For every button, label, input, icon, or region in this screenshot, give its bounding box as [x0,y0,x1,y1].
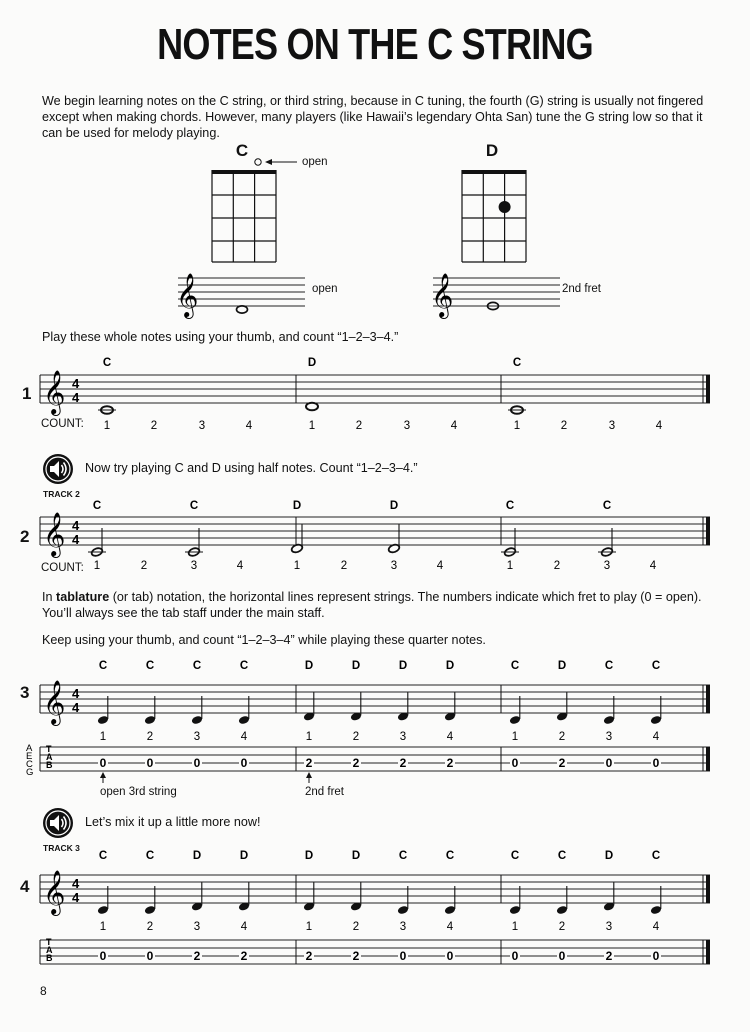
count-number: 2 [352,921,360,933]
chord-c-staff-label: open [312,283,338,295]
count-number: 2 [146,921,154,933]
time-sig-top: 4 [72,376,80,391]
tab-fret: 2 [240,949,248,963]
count-number: 4 [240,921,248,933]
final-barline-thick [706,685,710,713]
tab-fret: 0 [146,756,154,770]
time-sig-bottom: 4 [72,532,80,547]
count-label: COUNT: [41,562,84,574]
count-number: 3 [193,921,201,933]
count-number: 2 [146,731,154,743]
note-name: D [557,660,567,672]
count-number: 1 [99,731,107,743]
tab-clef-letter: A [46,752,53,762]
system-number: 1 [22,384,32,403]
note-name: C [651,850,661,862]
finger-dot [499,201,511,213]
count-number: 3 [603,560,611,572]
tab-fret: 2 [352,756,360,770]
open-string-circle [255,159,261,165]
count-number: 1 [305,731,313,743]
tab-fret: 0 [511,949,519,963]
count-number: 4 [245,420,253,432]
system-number: 3 [20,683,30,702]
note-name: C [189,500,199,512]
instruction-whole-notes: Play these whole notes using your thumb, and count “1–2–3–4.” [42,330,399,344]
chord-d-staff-label: 2nd fret [562,283,601,295]
count-number: 2 [352,731,360,743]
note-name: C [651,660,661,672]
note-name: D [398,660,408,672]
treble-clef: 𝄞 [43,514,66,556]
note-name: D [304,660,314,672]
note-name: C [239,660,249,672]
chord-c-staff [170,270,310,320]
count-number: 3 [190,560,198,572]
count-number: 2 [340,560,348,572]
tab-final-barline-thick [706,940,710,964]
chord-d-staff [425,270,565,320]
count-number: 1 [103,420,111,432]
final-barline-thick [706,375,710,403]
count-number: 1 [506,560,514,572]
speaker-icon[interactable] [42,807,74,839]
page-number: 8 [40,984,47,998]
count-number: 3 [605,921,613,933]
time-sig-bottom: 4 [72,890,80,905]
tab-fret: 0 [99,949,107,963]
count-number: 1 [293,560,301,572]
count-number: 2 [553,560,561,572]
string-letter: C [26,759,33,770]
note-name: D [292,500,302,512]
count-number: 4 [652,731,660,743]
tab-fret: 2 [558,756,566,770]
count-number: 2 [560,420,568,432]
note-name: C [505,500,515,512]
count-number: 4 [450,420,458,432]
note-name: C [557,850,567,862]
count-number: 4 [446,731,454,743]
track-2-label: TRACK 2 [43,489,80,499]
count-number: 2 [355,420,363,432]
final-barline-thick [706,875,710,903]
whole-note [306,403,318,411]
note-name: C [102,357,112,369]
count-number: 2 [150,420,158,432]
tab-fret: 2 [193,949,201,963]
treble-clef: 𝄞 [43,682,66,724]
tab-fret: 2 [399,756,407,770]
system-number: 4 [20,877,30,896]
count-number: 1 [305,921,313,933]
count-number: 3 [608,420,616,432]
annotation-open-3rd: open 3rd string [100,786,177,798]
treble-clef: 𝄞 [43,872,66,914]
time-sig-bottom: 4 [72,390,80,405]
system-1-staff [0,350,750,440]
page-title: NOTES ON THE C STRING [157,20,593,69]
note-name: C [510,660,520,672]
note-name: D [307,357,317,369]
note-name: C [445,850,455,862]
count-number: 1 [308,420,316,432]
count-number: 3 [193,731,201,743]
count-number: 4 [446,921,454,933]
tab-fret: 0 [446,949,454,963]
count-number: 1 [93,560,101,572]
note-name: C [92,500,102,512]
speaker-icon[interactable] [42,453,74,485]
svg-text:𝄞: 𝄞 [431,275,454,317]
chord-c-name: C [235,141,249,160]
note-name: D [604,850,614,862]
count-number: 1 [99,921,107,933]
note-name: D [192,850,202,862]
tab-clef-letter: B [46,760,53,770]
count-number: 2 [558,921,566,933]
count-number: 4 [652,921,660,933]
note-name: D [239,850,249,862]
tab-fret: 0 [240,756,248,770]
count-number: 4 [236,560,244,572]
count-number: 4 [240,731,248,743]
note-name: C [510,850,520,862]
tab-clef-letter: T [46,937,52,947]
annotation-2nd-fret: 2nd fret [305,786,344,798]
system-4-staff [0,845,750,975]
chord-d-name: D [485,141,499,160]
count-label: COUNT: [41,418,84,430]
note-name: D [351,660,361,672]
note-name: D [304,850,314,862]
count-number: 2 [140,560,148,572]
count-number: 4 [655,420,663,432]
track-3-label: TRACK 3 [43,843,80,853]
string-letter: A [26,743,33,754]
time-sig-top: 4 [72,686,80,701]
count-number: 3 [198,420,206,432]
treble-clef: 𝄞 [43,372,66,414]
tab-fret: 2 [305,756,313,770]
count-number: 3 [399,921,407,933]
count-number: 4 [649,560,657,572]
tab-clef-letter: A [46,945,53,955]
time-sig-bottom: 4 [72,700,80,715]
string-letter: E [26,751,33,762]
tab-fret: 0 [652,756,660,770]
final-barline-thick [706,517,710,545]
system-3-staff [0,655,750,805]
note-name: C [604,660,614,672]
tab-fret: 0 [99,756,107,770]
intro-paragraph: We begin learning notes on the C string, or third string, because in C tuning, the fourth (G) string is usually not fingered except when making chords. However, many players (like Hawaii’s legendary Ohta San) tune the G string low so that it can be used for melody playing. [42,94,704,140]
count-number: 2 [558,731,566,743]
tab-fret: 0 [399,949,407,963]
note-name: C [192,660,202,672]
count-number: 1 [511,921,519,933]
string-letter: G [26,767,34,778]
tab-fret: 2 [605,949,613,963]
instruction-quarter-notes: Keep using your thumb, and count “1–2–3–4” while playing these quarter notes. [42,633,486,647]
arrow-head [306,772,312,778]
note-name: D [389,500,399,512]
time-sig-top: 4 [72,876,80,891]
chord-c-open-label: open [302,156,328,168]
count-number: 1 [513,420,521,432]
note-name: C [398,850,408,862]
count-number: 3 [403,420,411,432]
time-sig-top: 4 [72,518,80,533]
tab-fret: 0 [652,949,660,963]
system-2-staff [0,495,750,585]
arrow-head [100,772,106,778]
note-name: C [98,850,108,862]
svg-text:𝄞: 𝄞 [176,275,199,317]
tab-fret: 0 [605,756,613,770]
chord-d-diagram [455,150,545,268]
instruction-half-notes: Now try playing C and D using half notes. Count “1–2–3–4.” [85,461,418,475]
tab-fret: 0 [146,949,154,963]
note-name: C [145,660,155,672]
note-name: C [602,500,612,512]
tab-clef-letter: T [46,744,52,754]
tab-fret: 0 [193,756,201,770]
tab-final-barline-thick [706,747,710,771]
chord-c-diagram [205,150,305,268]
note-name: D [351,850,361,862]
instruction-mix: Let’s mix it up a little more now! [85,815,261,829]
note-name: C [98,660,108,672]
tab-fret: 2 [446,756,454,770]
note-name: C [145,850,155,862]
tab-fret: 2 [352,949,360,963]
note-name: D [445,660,455,672]
count-number: 1 [511,731,519,743]
system-number: 2 [20,527,30,546]
tab-fret: 0 [511,756,519,770]
count-number: 3 [605,731,613,743]
tablature-paragraph: In tablature (or tab) notation, the horizontal lines represent strings. The numbers indicate which fret to play (0 = open). You’ll always see the tab staff under the main staff. [42,590,702,620]
note-name: C [512,357,522,369]
tab-clef-letter: B [46,953,53,963]
count-number: 4 [436,560,444,572]
count-number: 3 [399,731,407,743]
tab-fret: 2 [305,949,313,963]
count-number: 3 [390,560,398,572]
tab-fret: 0 [558,949,566,963]
